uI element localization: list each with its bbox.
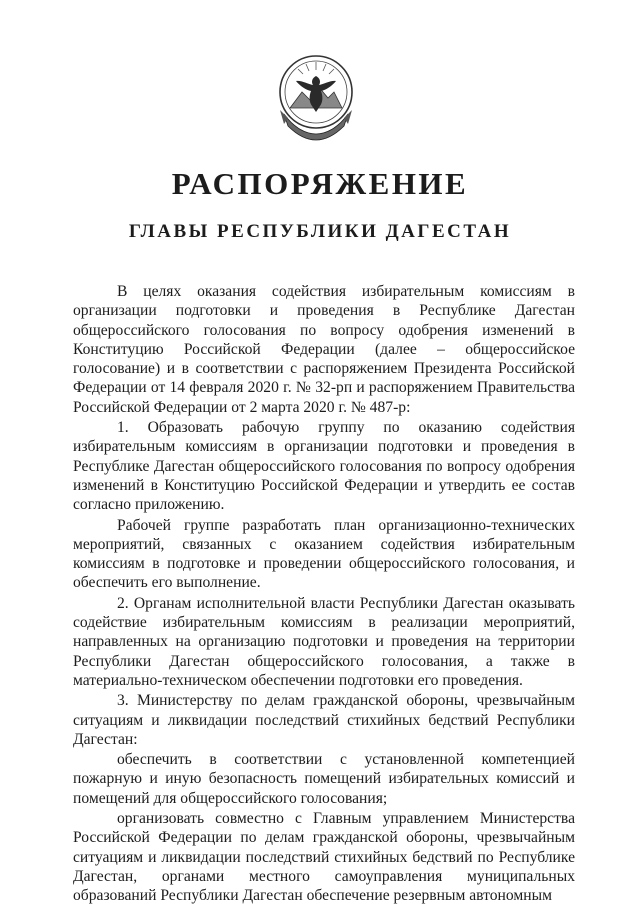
paragraph-fire-safety: обеспечить в соответствии с установленной компетенцией пожарную и иную безопасность помещений избирательных комиссий и помещений для общероссийского голосования;: [73, 751, 575, 807]
paragraph-preamble: В целях оказания содействия избирательным комиссиям в организации подготовки и проведения в Республике Дагестан общероссийского голосования по вопросу одобрения изменений в Конституцию Российской Федерации (далее – общероссийское голосование) и в соответствии с распоряжением Президента Российской Федерации от 14 февраля 2020 г. № 32-рп и распоряжением Правительства Российской Федерации от 2 марта 2020 г. № 487-р:: [73, 283, 575, 416]
document-title: РАСПОРЯЖЕНИЕ: [171, 166, 469, 201]
paragraph-item-2: 2. Органам исполнительной власти Республики Дагестан оказывать содействие избирательным комиссиям в реализации мероприятий, направленных на организацию подготовки и проведения на территории Республики Дагестан общероссийского голосования, а также в материально-техническом обеспечении подготовки его проведения.: [73, 594, 575, 689]
paragraph-working-group: Рабочей группе разработать план организационно-технических мероприятий, связанных с оказанием содействия избирательным комиссиям в подготовке и проведении общероссийского голосования, и обеспечить его выполнение.: [73, 516, 575, 592]
coat-of-arms-icon: [270, 48, 362, 152]
paragraph-backup-power: организовать совместно с Главным управлением Министерства Российской Федерации по делам гражданской обороны, чрезвычайным ситуациям и ликвидации последствий стихийных бедствий по Республике Дагестан, органами местного самоуправления муниципальных образований Республики Дагестан обеспечение резервным автономным: [73, 810, 575, 905]
paragraph-item-1: 1. Образовать рабочую группу по оказанию содействия избирательным комиссиям в организации подготовки и проведения в Республике Дагестан общероссийского голосования по вопросу одобрения изменений в Конституцию Российской Федерации и утвердить ее состав согласно приложению.: [73, 419, 575, 514]
document-subtitle: ГЛАВЫ РЕСПУБЛИКИ ДАГЕСТАН: [128, 221, 512, 242]
document-body: [73, 282, 575, 906]
paragraph-item-3: 3. Министерству по делам гражданской обороны, чрезвычайным ситуациям и ликвидации последствий стихийных бедствий Республики Дагестан:: [73, 692, 575, 748]
